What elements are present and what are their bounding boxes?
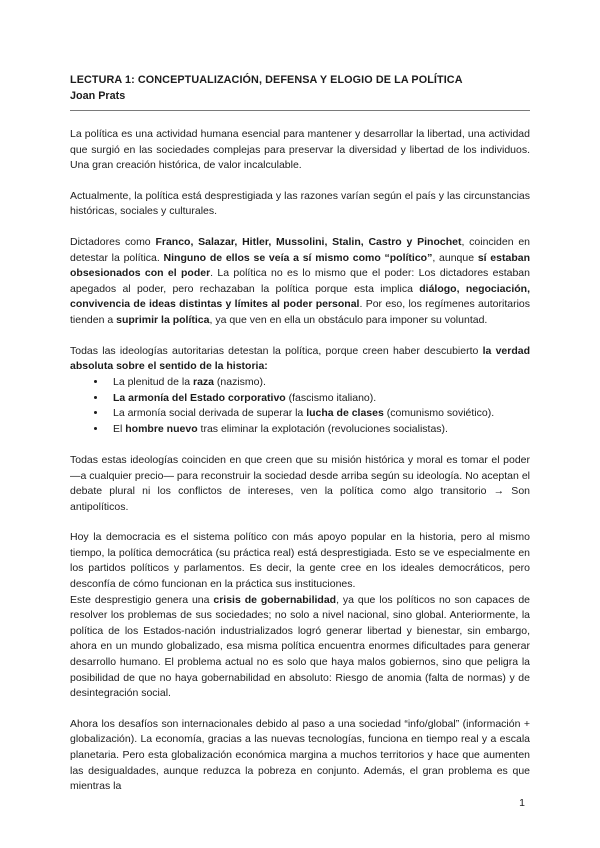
document-body xyxy=(70,127,530,795)
text-run: (fascismo italiano). xyxy=(285,391,377,404)
text-run: , ya que los políticos no son capaces de resolver los problemas de sus sociedades; no solo a nivel nacional, sino global. Anteriormente, la política de los Estados-nación industrializados logró generar libertad y bienestar, sin embargo, ahora en un mundo globalizado, esa misma política encuentra enormes dificultades para generar desarrollo humano. El problema actual no es solo que haya malos gobiernos, sino que peligra la posibilidad de que no haya gobernabilidad en absoluto: Riesgo de anomia (falta de normas) y de desintegración social. xyxy=(70,593,531,700)
bold-text-run: Ninguno de ellos se veía a sí mismo como “político” xyxy=(163,251,433,264)
bold-text-run: hombre nuevo xyxy=(125,423,198,436)
bold-text-run: raza xyxy=(192,375,214,388)
text-run: , ya que ven en ella un obstáculo para imponer su voluntad. xyxy=(209,313,488,326)
text-run: La armonía social derivada de superar la xyxy=(113,407,307,420)
bullet-list xyxy=(70,375,530,438)
text-run: (comunismo soviético). xyxy=(383,407,495,420)
page-number: 1 xyxy=(519,797,525,809)
bullet-list-item xyxy=(107,391,530,407)
text-run: La política es una actividad humana esencial para mantener y desarrollar la libertad, una actividad que surgió en las sociedades complejas para preservar la diversidad y libertad de los individuos. Una gran creación histórica, de valor incalculable. xyxy=(70,128,530,172)
text-run: , coinciden en detestar la política. xyxy=(70,235,531,264)
paragraph xyxy=(70,235,530,329)
text-run: . Por eso, los regímenes autoritarios tienden a xyxy=(70,298,530,326)
bold-text-run: diálogo, negociación, convivencia de ideas distintas y límites al poder personal xyxy=(70,282,530,311)
paragraph xyxy=(70,593,530,702)
text-run: La plenitud de la xyxy=(113,375,193,388)
text-run: , aunque xyxy=(432,251,478,264)
paragraph xyxy=(70,189,530,220)
paragraph xyxy=(70,530,530,592)
text-run: Hoy la democracia es el sistema político con más apoyo popular en la historia, pero al mismo tiempo, la política democrática (su práctica real) está desprestigiada. Esto se ve especialmente en los partidos políticos y parlamentos. Es decir, la gente cree en los ideales democráticos, pero desconfía de cómo funcionan en la práctica sus instituciones. xyxy=(70,531,530,591)
paragraph xyxy=(70,127,530,174)
bold-text-run: lucha de clases xyxy=(306,407,384,420)
text-run: Todas las ideologías autoritarias detestan la política, porque creen haber descubierto xyxy=(70,344,483,357)
text-run: Dictadores como xyxy=(70,235,156,248)
paragraph xyxy=(70,344,530,375)
title-divider xyxy=(70,110,530,111)
text-run: tras eliminar la explotación (revoluciones socialistas). xyxy=(197,423,448,436)
text-run: (nazismo). xyxy=(214,375,266,388)
text-run: Este desprestigio genera una xyxy=(70,593,214,606)
document-title: LECTURA 1: CONCEPTUALIZACIÓN, DEFENSA Y ELOGIO DE LA POLÍTICA xyxy=(70,74,463,86)
bold-text-run: crisis de gobernabilidad xyxy=(213,593,337,606)
paragraph xyxy=(70,453,530,515)
bullet-list-item xyxy=(107,406,530,422)
text-run: Actualmente, la política está desprestigiada y las razones varían según el país y las circunstancias históricas, sociales y culturales. xyxy=(70,189,530,218)
bullet-list-item xyxy=(107,422,530,438)
bold-text-run: sí estaban obsesionados con el poder xyxy=(70,251,530,280)
document-author: Joan Prats xyxy=(70,90,126,102)
bold-text-run: La armonía del Estado corporativo xyxy=(113,391,286,404)
text-run: Ahora los desafíos son internacionales debido al paso a una sociedad “info/global” (información + globalización). La economía, gracias a las nuevas tecnologías, funciona en tiempo real y a escala planetaria. Pero esta globalización económica margina a muchos territorios y hace que aumenten las desigualdades, aunque reduzca la pobreza en conjunto. Además, el gran problema es que mientras la xyxy=(70,717,530,793)
text-run: El xyxy=(113,423,126,436)
bold-text-run: la verdad absoluta sobre el sentido de la historia: xyxy=(70,344,531,373)
text-run: Todas estas ideologías coinciden en que creen que su misión histórica y moral es tomar el poder —a cualquier precio— para reconstruir la sociedad desde arriba según su ideología. No aceptan el debate plural ni los conflictos de intereses, ven la política como algo transitorio → Son antipolíticos. xyxy=(70,453,530,513)
bold-text-run: suprimir la política xyxy=(116,313,210,326)
bold-text-run: Franco, Salazar, Hitler, Mussolini, Stalin, Castro y Pinochet xyxy=(155,235,462,248)
paragraph xyxy=(70,717,530,795)
bullet-list-item xyxy=(107,375,530,391)
text-run: . La política no es lo mismo que el poder: Los dictadores estaban apegados al poder, pero rechazaban la política porque esta implica xyxy=(70,267,530,295)
